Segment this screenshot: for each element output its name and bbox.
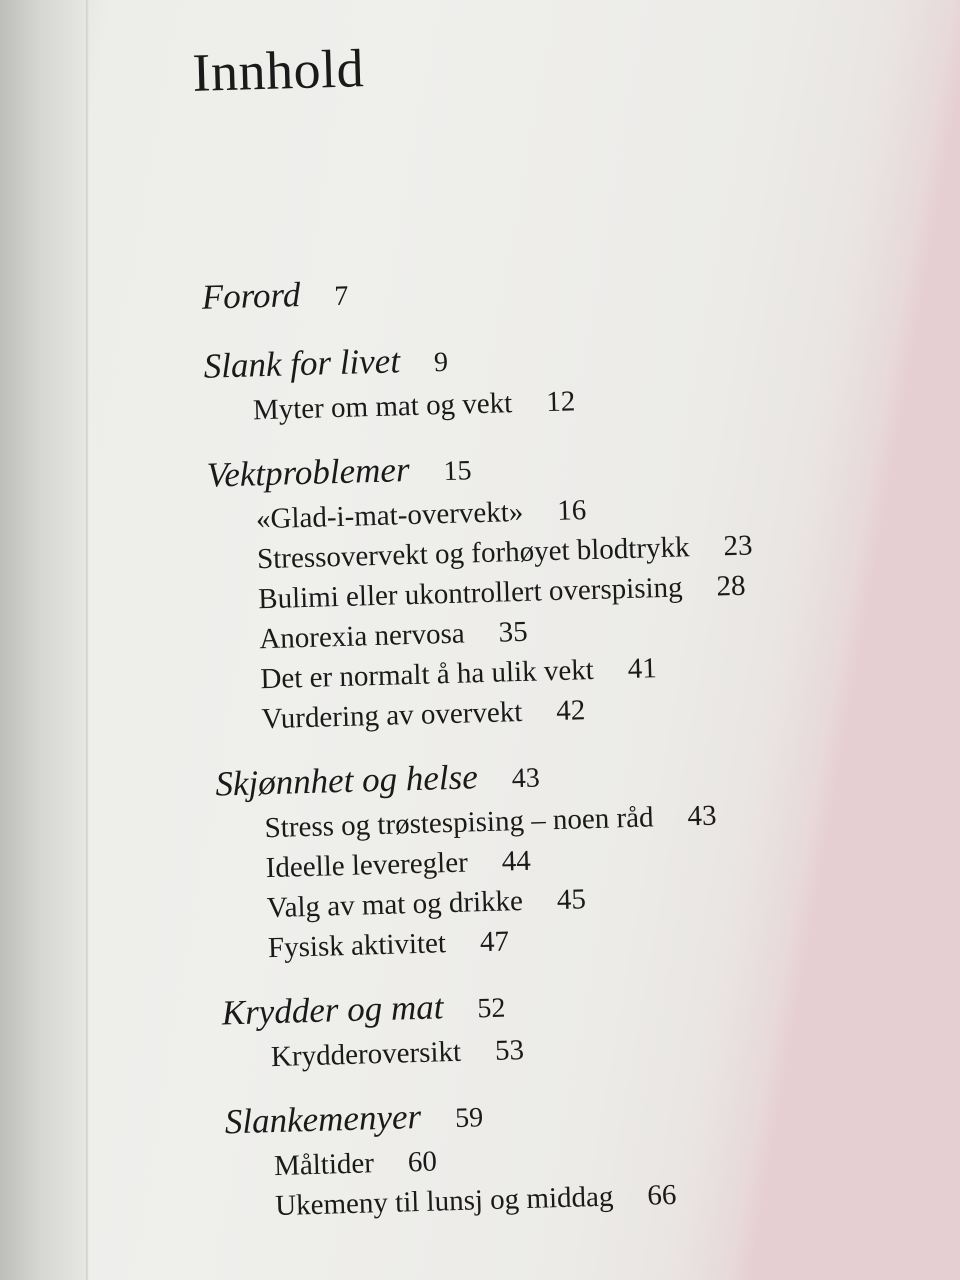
chapter-page-number: 7: [333, 280, 349, 313]
entry-title: Stress og trøstespising – noen råd: [264, 801, 654, 845]
chapter-title: Skjønnhet og helse: [214, 757, 479, 804]
chapter-title: Krydder og mat: [221, 987, 444, 1033]
entry-page-number: 16: [556, 494, 587, 527]
chapter-title: Vektproblemer: [206, 450, 411, 495]
toc-section: [206, 434, 934, 741]
entry-title: Måltider: [273, 1147, 375, 1183]
entry-title: «Glad-i-mat-overvekt»: [255, 495, 524, 536]
entry-page-number: 28: [716, 569, 746, 603]
toc-section: [224, 1080, 947, 1227]
entry-page-number: 42: [555, 694, 586, 728]
entry-page-number: 12: [545, 385, 576, 419]
chapter-page-number: 9: [433, 346, 449, 379]
toc-section: [221, 971, 943, 1078]
entry-title: Myter om mat og vekt: [252, 387, 513, 427]
entry-title: Anorexia nervosa: [258, 617, 466, 656]
chapter-page-number: 59: [454, 1102, 484, 1134]
entry-page-number: 53: [494, 1034, 525, 1067]
entry-page-number: 41: [627, 652, 658, 685]
table-of-contents: [201, 256, 948, 1250]
chapter-page-number: 15: [443, 455, 472, 488]
chapter-title: Forord: [201, 275, 301, 317]
entry-title: Ukemeny til lunsj og middag: [274, 1180, 614, 1223]
entry-page-number: 47: [479, 925, 510, 959]
entry-title: Fysisk aktivitet: [267, 927, 447, 965]
entry-page-number: 23: [723, 529, 753, 563]
entry-title: Stressovervekt og forhøyet blodtrykk: [256, 531, 690, 576]
toc-section: [203, 325, 925, 432]
entry-page-number: 66: [646, 1178, 677, 1212]
chapter-title: Slankemenyer: [224, 1096, 422, 1142]
page-title: Innhold: [191, 38, 365, 103]
chapter-page-number: 43: [511, 762, 541, 795]
entry-title: Krydderoversikt: [270, 1035, 462, 1074]
entry-title: Vurdering av overvekt: [261, 695, 523, 736]
toc-section: [201, 256, 922, 323]
entry-page-number: 43: [687, 799, 717, 833]
entry-title: Det er normalt å ha ulik vekt: [260, 653, 595, 696]
entry-title: Bulimi eller ukontrollert overspising: [257, 571, 683, 616]
chapter-page-number: 52: [476, 992, 506, 1025]
entry-page-number: 35: [498, 615, 529, 649]
entry-page-number: 60: [407, 1145, 438, 1179]
entry-page-number: 44: [501, 844, 532, 878]
entry-title: Valg av mat og drikke: [266, 885, 524, 925]
chapter-title: Slank for livet: [203, 341, 401, 386]
toc-section: [215, 742, 940, 969]
entry-page-number: 45: [556, 883, 587, 917]
chapter-row: [201, 256, 922, 323]
entry-title: Ideelle leveregler: [265, 846, 469, 885]
